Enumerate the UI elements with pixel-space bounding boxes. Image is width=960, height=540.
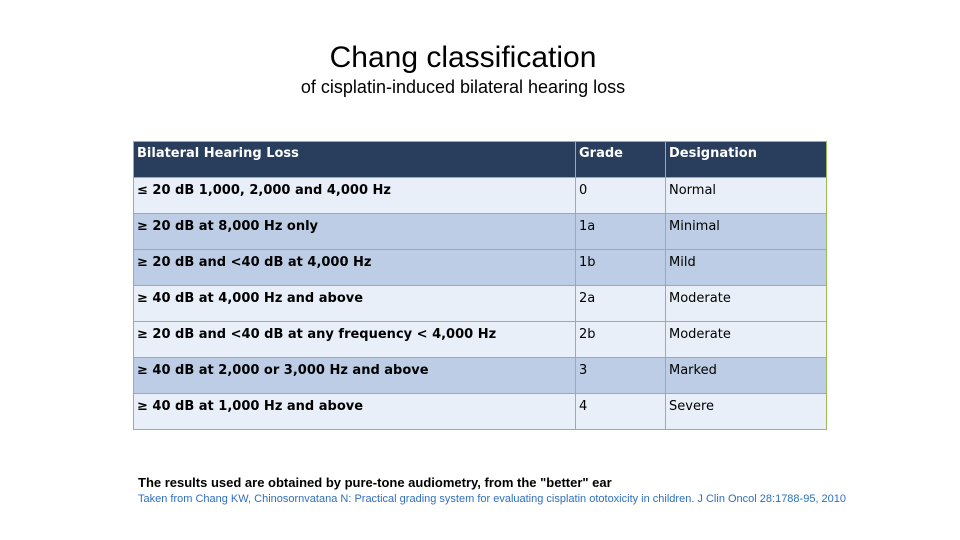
- hearing-loss-cell: ≥ 40 dB at 2,000 or 3,000 Hz and above: [134, 358, 576, 394]
- hearing-loss-cell: ≥ 20 dB and <40 dB at any frequency < 4,000 Hz: [134, 322, 576, 358]
- grade-cell: 0: [576, 178, 666, 214]
- table-row: [134, 178, 827, 214]
- source-citation: Taken from Chang KW, Chinosornvatana N: Practical grading system for evaluating cisplatin ototoxicity in children. J Clin Oncol 28:1788-95, 2010: [138, 493, 847, 505]
- header-designation: Designation: [666, 142, 827, 178]
- designation-cell: Severe: [666, 394, 827, 430]
- hearing-loss-cell: ≤ 20 dB 1,000, 2,000 and 4,000 Hz: [134, 178, 576, 214]
- designation-cell: Mild: [666, 250, 827, 286]
- table-row: [134, 214, 827, 250]
- header-grade: Grade: [576, 142, 666, 178]
- slide-subtitle: of cisplatin-induced bilateral hearing loss: [300, 77, 626, 97]
- hearing-loss-cell: ≥ 20 dB at 8,000 Hz only: [134, 214, 576, 250]
- audiometry-note: The results used are obtained by pure-tone audiometry, from the "better" ear: [138, 475, 612, 490]
- header-bilateral-hearing-loss: Bilateral Hearing Loss: [134, 142, 576, 178]
- designation-cell: Marked: [666, 358, 827, 394]
- table-row: [134, 322, 827, 358]
- hearing-loss-cell: ≥ 40 dB at 1,000 Hz and above: [134, 394, 576, 430]
- grade-cell: 4: [576, 394, 666, 430]
- grade-cell: 3: [576, 358, 666, 394]
- designation-cell: Normal: [666, 178, 827, 214]
- designation-cell: Moderate: [666, 322, 827, 358]
- grade-cell: 1a: [576, 214, 666, 250]
- hearing-loss-cell: ≥ 20 dB and <40 dB at 4,000 Hz: [134, 250, 576, 286]
- grade-cell: 1b: [576, 250, 666, 286]
- table-row: [134, 358, 827, 394]
- table-row: [134, 286, 827, 322]
- table-row: [134, 394, 827, 430]
- designation-cell: Minimal: [666, 214, 827, 250]
- grade-cell: 2a: [576, 286, 666, 322]
- grade-cell: 2b: [576, 322, 666, 358]
- table-row: [134, 250, 827, 286]
- table-header-row: [134, 142, 827, 178]
- designation-cell: Moderate: [666, 286, 827, 322]
- hearing-loss-classification-table: [133, 141, 827, 430]
- slide-title: Chang classification: [329, 41, 597, 74]
- hearing-loss-cell: ≥ 40 dB at 4,000 Hz and above: [134, 286, 576, 322]
